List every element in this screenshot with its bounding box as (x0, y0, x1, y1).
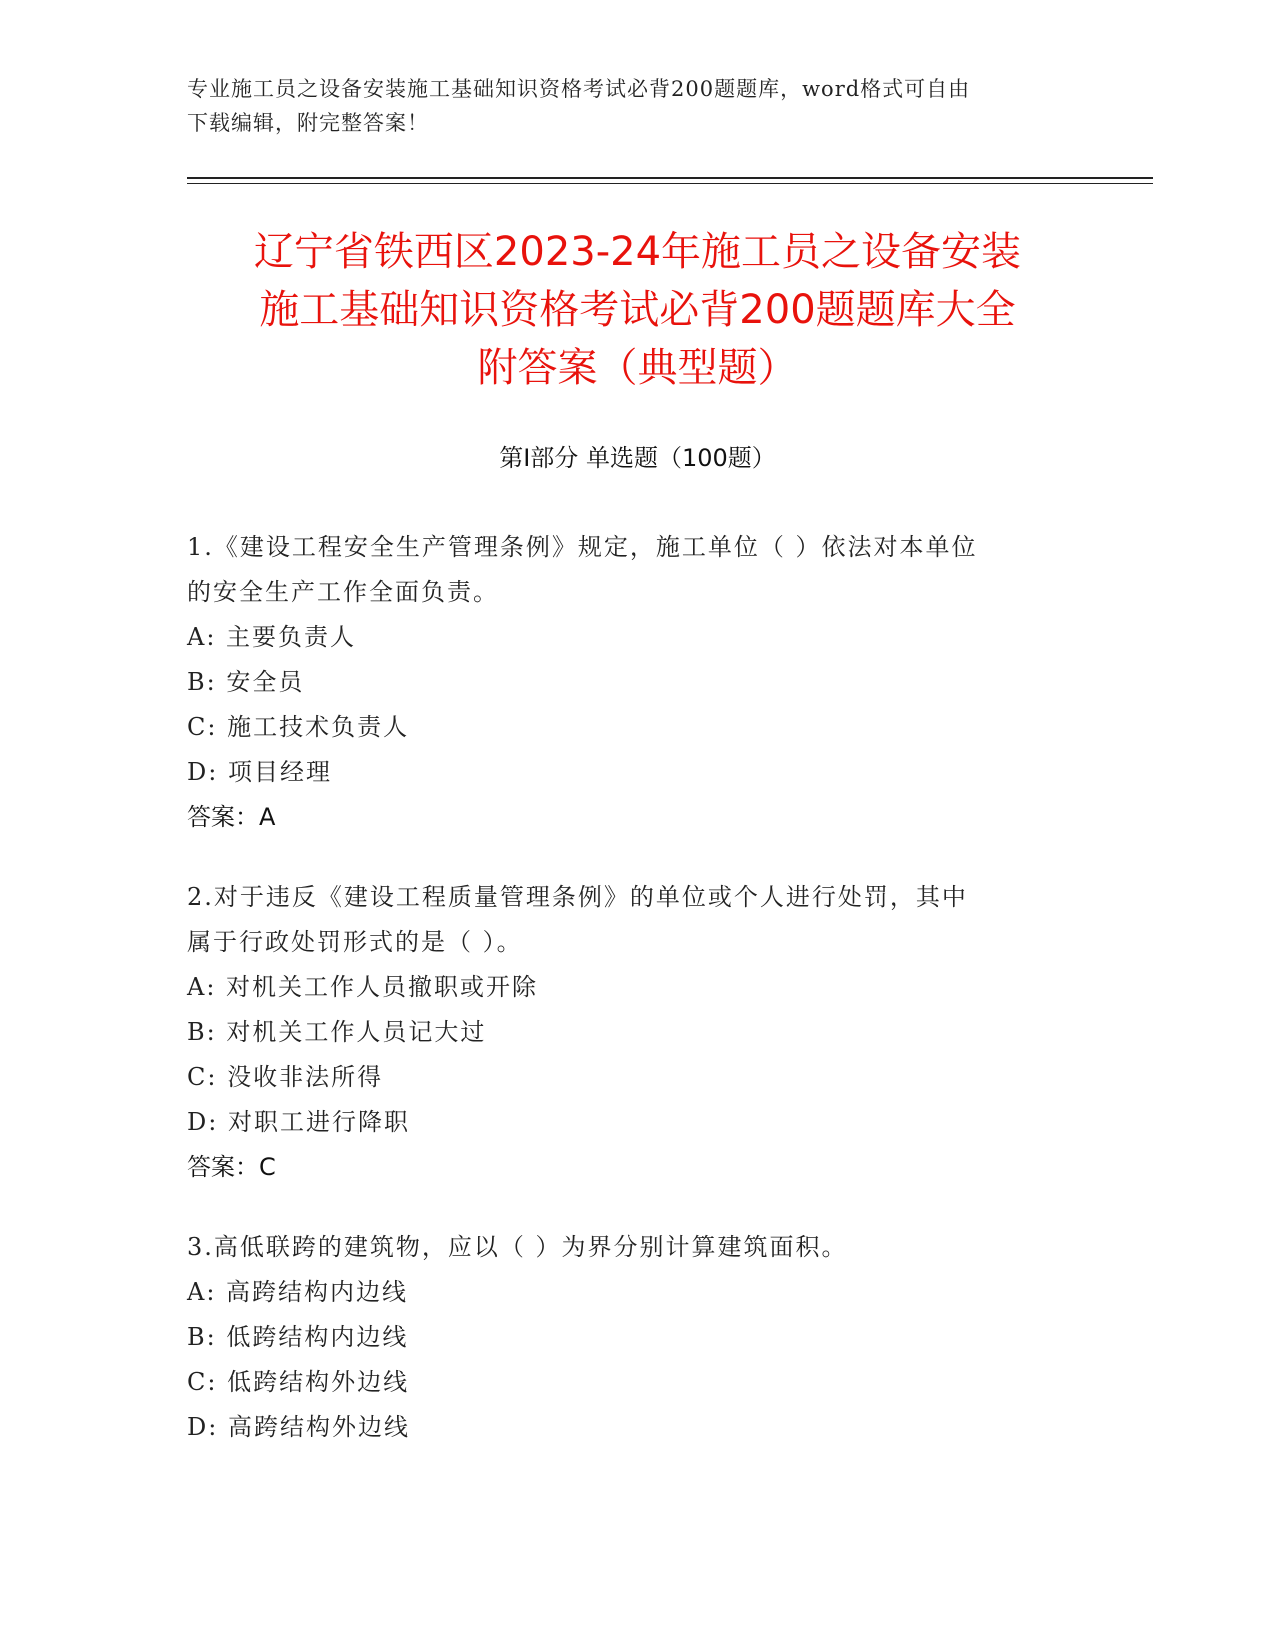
header-rule (187, 177, 1153, 179)
question-stem: 2.对于违反《建设工程质量管理条例》的单位或个人进行处罚，其中 (187, 883, 968, 911)
question-stem: 属于行政处罚形式的是（ ）。 (187, 928, 523, 956)
option-b: B: 低跨结构内边线 (187, 1323, 409, 1351)
option-c: C: 低跨结构外边线 (187, 1368, 410, 1396)
header-note-line: 下载编辑，附完整答案！ (187, 111, 429, 135)
document-title (160, 223, 1115, 397)
option-c: C: 没收非法所得 (187, 1063, 384, 1091)
option-d: D: 项目经理 (187, 758, 332, 786)
header-note (187, 72, 1067, 140)
question-list (187, 525, 1087, 1485)
header-rule (187, 183, 1153, 184)
option-d: D: 高跨结构外边线 (187, 1413, 410, 1441)
title-line: 辽宁省铁西区2023-24年施工员之设备安装 (253, 229, 1022, 275)
answer-label: 答案：C (187, 1153, 276, 1181)
section-heading: 第Ⅰ部分 单选题（100题） (499, 444, 776, 472)
title-line: 附答案（典型题） (477, 345, 798, 391)
question-item (187, 875, 1087, 1190)
question-stem: 3.高低联跨的建筑物，应以（ ）为界分别计算建筑面积。 (187, 1233, 848, 1261)
option-a: A: 高跨结构内边线 (187, 1278, 409, 1306)
option-b: B: 安全员 (187, 668, 305, 696)
option-b: B: 对机关工作人员记大过 (187, 1018, 487, 1046)
question-stem: 1.《建设工程安全生产管理条例》规定，施工单位（ ）依法对本单位 (187, 533, 978, 561)
question-item (187, 1225, 1087, 1450)
option-c: C: 施工技术负责人 (187, 713, 410, 741)
header-note-line: 专业施工员之设备安装施工基础知识资格考试必背200题题库，word格式可自由 (187, 77, 971, 101)
question-item (187, 525, 1087, 840)
title-line: 施工基础知识资格考试必背200题题库大全 (259, 287, 1016, 333)
question-stem: 的安全生产工作全面负责。 (187, 578, 499, 606)
option-a: A: 对机关工作人员撤职或开除 (187, 973, 539, 1001)
option-d: D: 对职工进行降职 (187, 1108, 410, 1136)
answer-label: 答案：A (187, 803, 276, 831)
option-a: A: 主要负责人 (187, 623, 357, 651)
